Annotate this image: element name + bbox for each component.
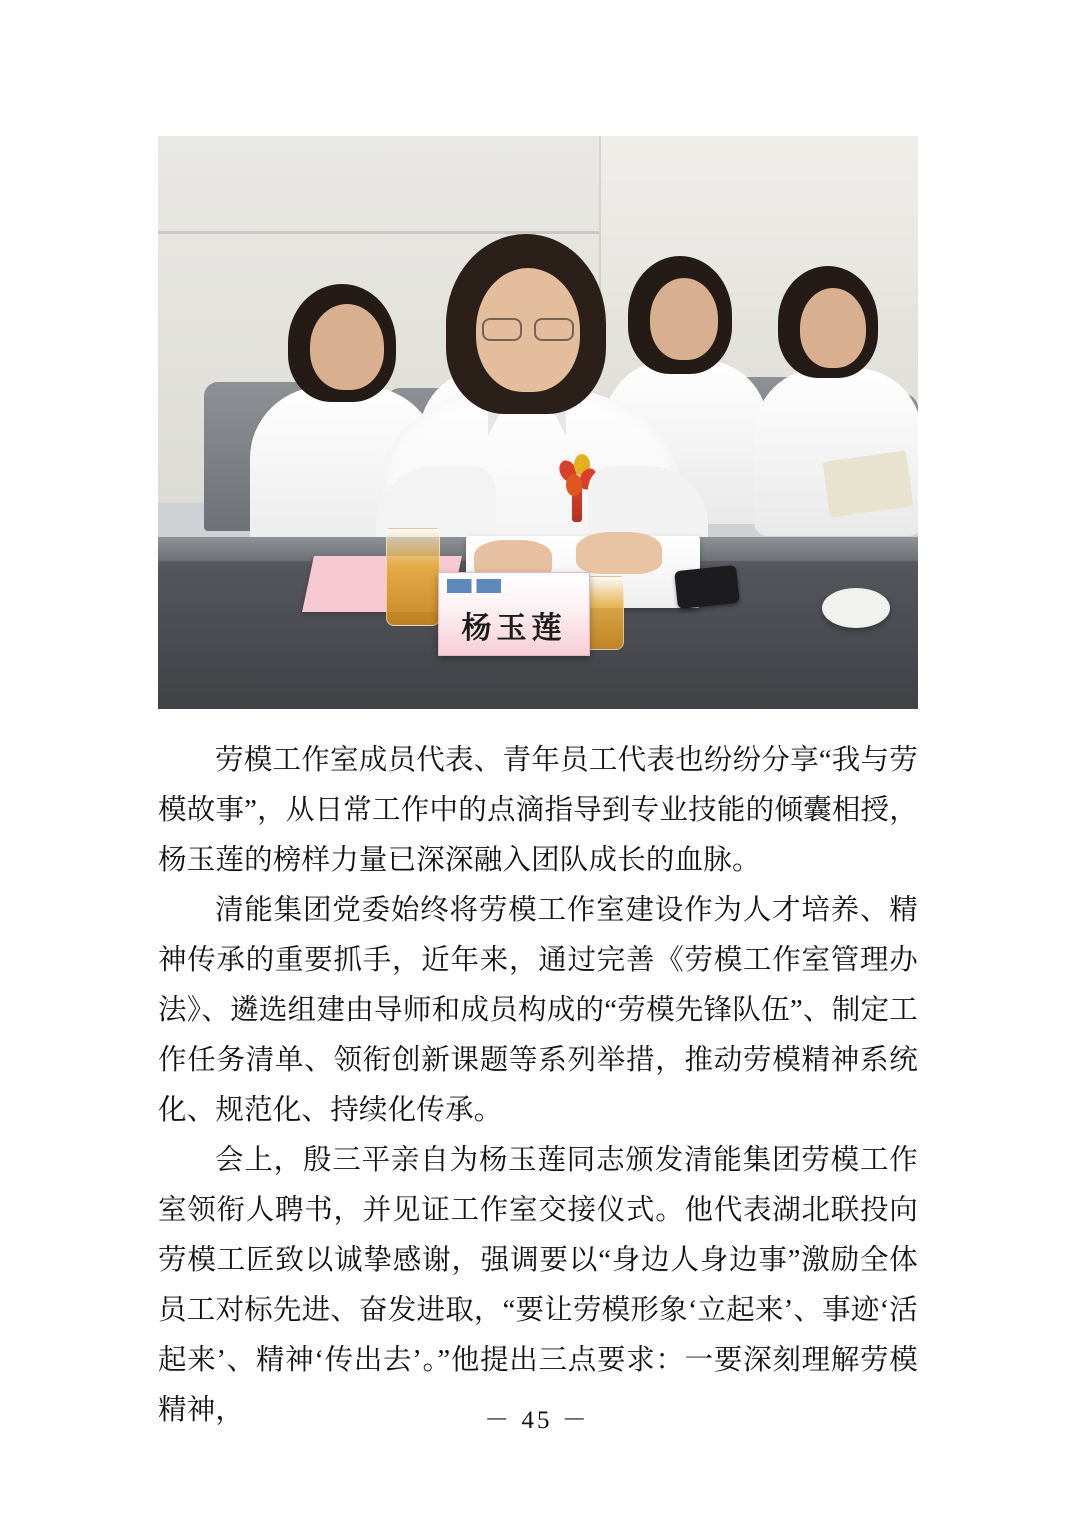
tea-glass xyxy=(386,528,440,626)
attendee-head xyxy=(800,288,866,368)
article-photo xyxy=(158,136,918,709)
notebook xyxy=(823,450,914,517)
paragraph: 劳模工作室成员代表、青年员工代表也纷纷分享“我与劳模故事”，从日常工作中的点滴指导到专业技能的倾囊相授，杨玉莲的榜样力量已深深融入团队成长的血脉。 xyxy=(158,745,918,876)
glasses-icon xyxy=(480,318,576,338)
nameplate-text: 杨玉莲 xyxy=(461,612,567,645)
paragraph: 会上，殷三平亲自为杨玉莲同志颁发清能集团劳模工作室领衔人聘书，并见证工作室交接仪式。他代表湖北联投向劳模工匠致以诚挚感谢，强调要以“身边人身边事”激励全体员工对标先进、奋发进取，“要让劳模形象‘立起来’、事迹‘活起来’、精神‘传出去’。”他提出三点要求：一要深刻理解劳模精神， xyxy=(158,1145,918,1426)
paper-cup xyxy=(822,588,890,628)
desk-nameplate xyxy=(438,572,590,656)
paragraph: 清能集团党委始终将劳模工作室建设作为人才培养、精神传承的重要抓手，近年来，通过完善《劳模工作室管理办法》、遴选组建由导师和成员构成的“劳模先锋队伍”、制定工作任务清单、领衔创新课题等系列举措，推动劳模精神系统化、规范化、持续化传承。 xyxy=(158,895,918,1126)
attendee-head xyxy=(310,304,384,390)
company-logo-icon xyxy=(447,579,501,593)
article-body xyxy=(158,736,918,1436)
attendee-head xyxy=(650,278,718,360)
flower-petal xyxy=(566,474,582,496)
page-footer: － 45 － xyxy=(484,1407,590,1434)
smartphone xyxy=(674,565,740,609)
speaker-hand-right xyxy=(576,532,662,574)
photo-scene xyxy=(158,136,918,709)
